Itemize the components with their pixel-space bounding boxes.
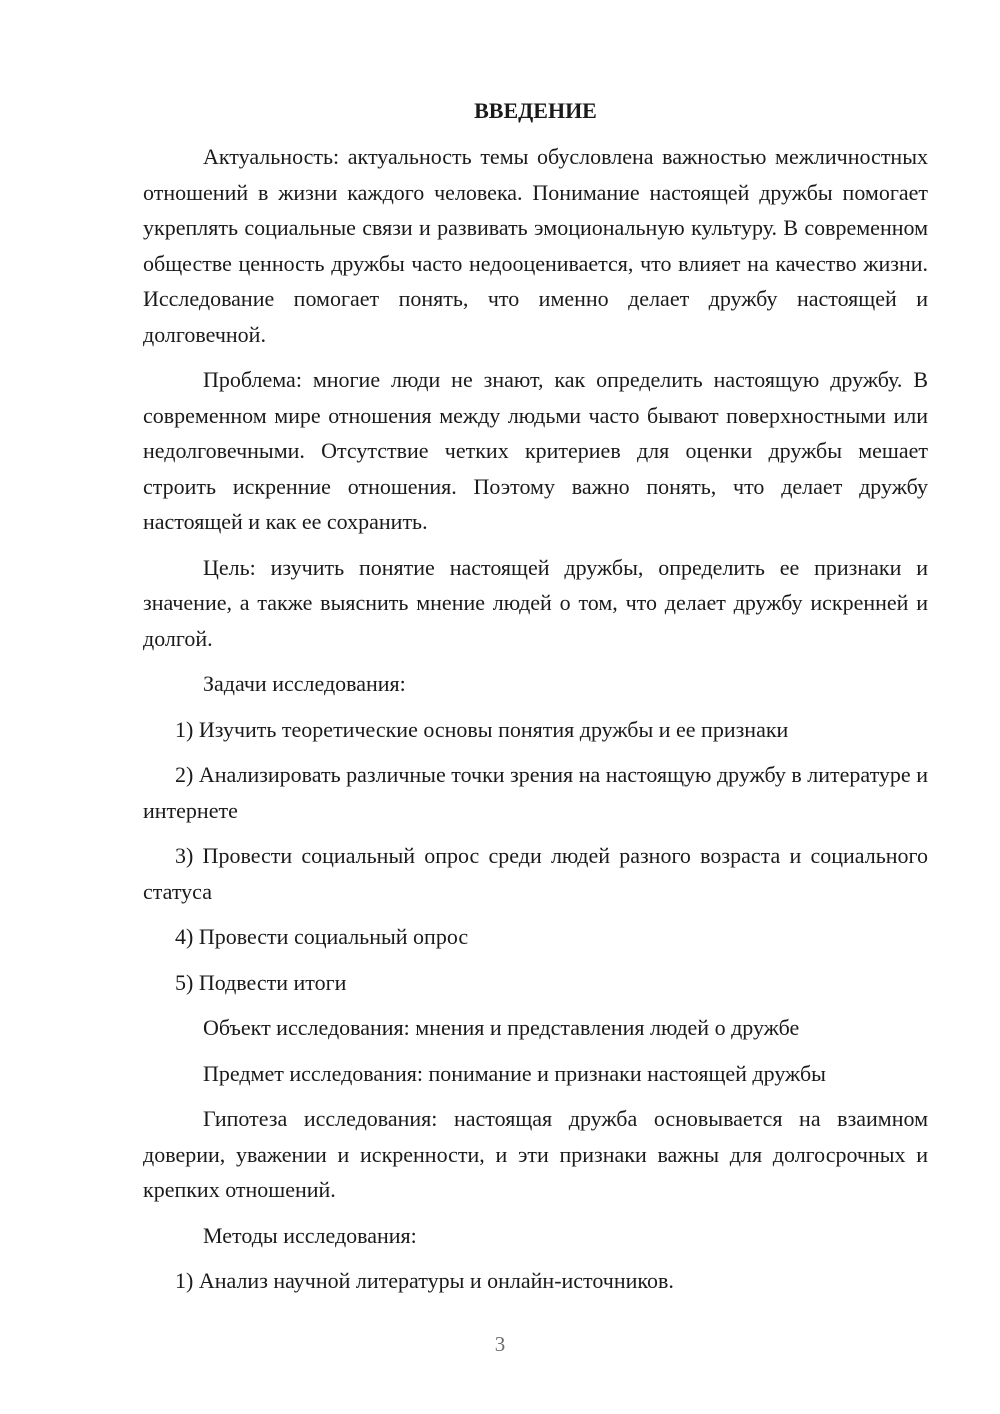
task-item: 3) Провести социальный опрос среди людей разного возраста и социального статуса xyxy=(143,843,928,904)
page-number: 3 xyxy=(494,1332,506,1356)
task-item: 1) Изучить теоретические основы понятия дружбы и ее признаки xyxy=(175,716,789,742)
tasks-heading: Задачи исследования: xyxy=(203,671,406,696)
research-subject: Предмет исследования: понимание и признаки настоящей дружбы xyxy=(203,1060,826,1086)
document-page xyxy=(143,95,928,1309)
task-item: 2) Анализировать различные точки зрения на настоящую дружбу в литературе и интернете xyxy=(143,762,928,823)
paragraph-goal: Цель: изучить понятие настоящей дружбы, определить ее признаки и значение, а также выяснить мнение людей о том, что делает дружбу искренней и долгой. xyxy=(143,554,928,651)
paragraph-hypothesis: Гипотеза исследования: настоящая дружба основывается на взаимном доверии, уважении и искренности, и эти признаки важны для долгосрочных и крепких отношений. xyxy=(143,1106,928,1202)
paragraph-relevance: Актуальность: актуальность темы обусловлена важностью межличностных отношений в жизни каждого человека. Понимание настоящей дружбы помогает укреплять социальные связи и развивать эмоциональную культуру. В современном обществе ценность дружбы часто недооценивается, что влияет на качество жизни. Исследование помогает понять, что именно делает дружбу настоящей и долговечной. xyxy=(143,144,928,347)
method-item: 1) Анализ научной литературы и онлайн-источников. xyxy=(175,1268,674,1293)
document-title: ВВЕДЕНИЕ xyxy=(474,98,597,123)
research-object: Объект исследования: мнения и представления людей о дружбе xyxy=(203,1015,800,1040)
task-item: 4) Провести социальный опрос xyxy=(175,924,469,949)
methods-heading: Методы исследования: xyxy=(203,1222,417,1248)
paragraph-problem: Проблема: многие люди не знают, как определить настоящую дружбу. В современном мире отношения между людьми часто бывают поверхностными или недолговечными. Отсутствие четких критериев для оценки дружбы мешает строить искренние отношения. Поэтому важно понять, что делает дружбу настоящей и как ее сохранить. xyxy=(143,367,928,534)
task-item: 5) Подвести итоги xyxy=(175,969,347,995)
